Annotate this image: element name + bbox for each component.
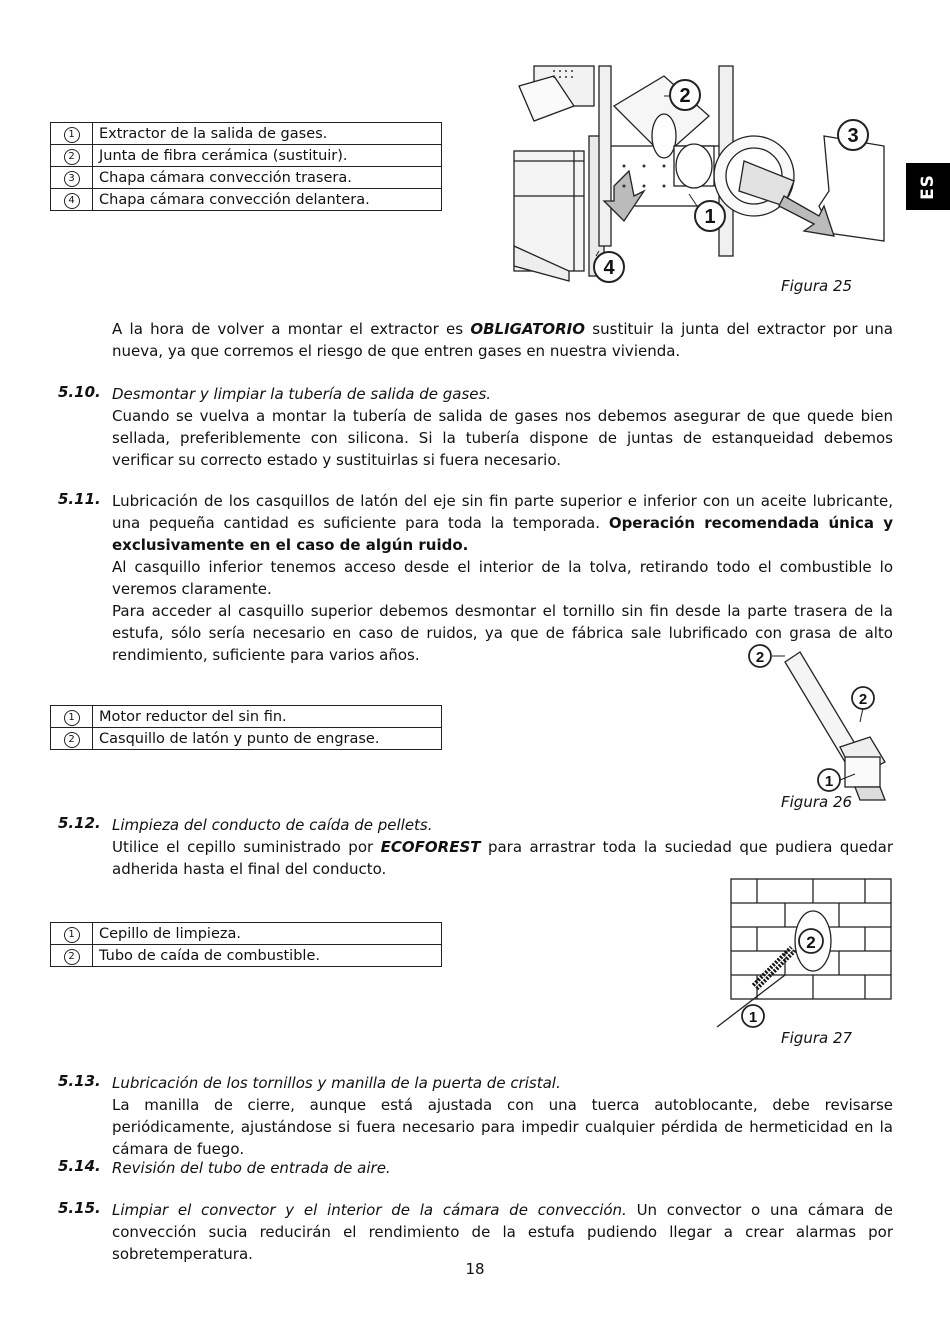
legend-table-fig27 (50, 922, 442, 967)
section-5-13 (112, 1072, 893, 1160)
section-body: Al casquillo inferior tenemos acceso desde el interior de la tolva, retirando todo el combustible lo veremos claramente. (112, 558, 893, 598)
section-5-11 (112, 490, 893, 666)
table-row: 1 Cepillo de limpieza. (51, 923, 442, 945)
section-number-5-10: 5.10. (58, 383, 101, 401)
svg-text:2: 2 (806, 933, 816, 952)
section-body: Cuando se vuelva a montar la tubería de salida de gases nos debemos asegurar de que quede bien sellada, preferiblemente con silicona. Si la tubería dispone de juntas de estanqueidad debemos verificar su correcto estado y sustituirlas si fuera necesario. (112, 407, 893, 469)
figure-25-illustration (514, 66, 894, 282)
table-row: 3 Chapa cámara convección trasera. (51, 167, 442, 189)
figure-27-illustration (715, 877, 895, 1027)
svg-text:2: 2 (755, 649, 765, 666)
section-5-15 (112, 1199, 893, 1265)
section-body: Utilice el cepillo suministrado por ECOFOREST para arrastrar toda la suciedad que pudiera quedar adherida hasta el final del conducto. (112, 838, 893, 878)
svg-text:1: 1 (748, 1009, 758, 1026)
legend-table-fig26 (50, 705, 442, 750)
section-number-5-13: 5.13. (58, 1072, 101, 1090)
figure-26-caption: Figura 26 (781, 793, 853, 811)
table-row: 4 Chapa cámara convección delantera. (51, 189, 442, 211)
table-row: 2 Casquillo de latón y punto de engrase. (51, 728, 442, 750)
callout-2-mid (852, 687, 874, 722)
callout-2-top (749, 645, 785, 667)
paragraph-extractor: A la hora de volver a montar el extractor es OBLIGATORIO sustituir la junta del extractor por una nueva, ya que corremos el riesgo de que entren gases en nuestra vivienda. (112, 320, 893, 360)
svg-text:2: 2 (858, 691, 868, 708)
svg-text:2: 2 (679, 85, 691, 107)
section-title: Revisión del tubo de entrada de aire. (112, 1159, 391, 1177)
figure-26-illustration (745, 642, 895, 802)
figure-27-caption: Figura 27 (781, 1029, 853, 1047)
table-row: 2 Junta de fibra cerámica (sustituir). (51, 145, 442, 167)
svg-text:3: 3 (847, 125, 859, 147)
section-number-5-11: 5.11. (58, 490, 101, 508)
callout-2 (799, 929, 823, 953)
section-5-12 (112, 814, 893, 880)
section-lead: Lubricación de los casquillos de latón del eje sin fin parte superior e inferior con un aceite lubricante, una pequeña cantidad es suficiente para toda la temporada. Operación recomendada única y exclusivamente en el caso de algún ruido. (112, 492, 894, 554)
section-number-5-14: 5.14. (58, 1157, 101, 1175)
section-5-14 (112, 1157, 893, 1179)
table-row: 1 Extractor de la salida de gases. (51, 123, 442, 145)
section-5-10 (112, 383, 893, 471)
table-row: 2 Tubo de caída de combustible. (51, 945, 442, 967)
figure-25-caption: Figura 25 (781, 277, 853, 295)
svg-text:4: 4 (603, 257, 615, 279)
section-title: Limpieza del conducto de caída de pellets. (112, 816, 433, 834)
page-number: 18 (465, 1260, 485, 1278)
section-number-5-12: 5.12. (58, 814, 101, 832)
callout-3 (838, 120, 868, 150)
legend-table-fig25 (50, 122, 442, 211)
callout-1 (742, 1005, 764, 1027)
svg-text:1: 1 (704, 206, 716, 228)
section-title: Limpiar el convector y el interior de la cámara de convección. (112, 1201, 627, 1219)
section-number-5-15: 5.15. (58, 1199, 101, 1217)
section-body: Un convector o una cámara de convección sucia reducirán el rendimiento de la estufa pudiendo llegar a crear alarmas por sobretemperatura. (112, 1201, 893, 1263)
section-body: Para acceder al casquillo superior debemos desmontar el tornillo sin fin desde la parte trasera de la estufa, sólo sería necesario en caso de ruidos, ya que de fábrica sale lubrificado con grasa de alto rendimiento, suficiente para varios años. (112, 602, 893, 664)
section-body: La manilla de cierre, aunque está ajustada con una tuerca autoblocante, debe revisarse periódicamente, ajustándose si fuera necesario para impedir cualquier pérdida de hermeticidad en la cámara de fuego. (112, 1096, 893, 1158)
table-row: 1 Motor reductor del sin fin. (51, 706, 442, 728)
callout-4 (594, 251, 624, 282)
language-tab: ES (906, 163, 950, 210)
section-title: Desmontar y limpiar la tubería de salida de gases. (112, 385, 492, 403)
svg-text:1: 1 (824, 773, 834, 790)
section-title: Lubricación de los tornillos y manilla de la puerta de cristal. (112, 1074, 561, 1092)
